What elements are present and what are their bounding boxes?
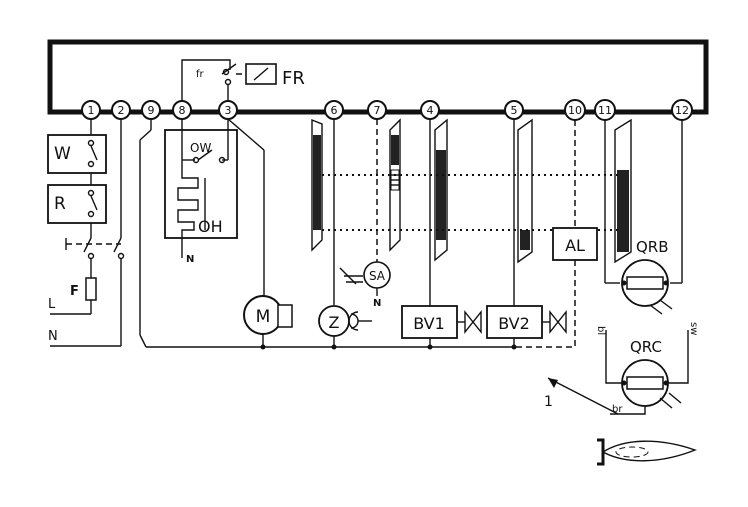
br-label: br <box>612 404 623 415</box>
svg-text:4: 4 <box>426 104 434 117</box>
motor-label: M <box>255 307 271 327</box>
oil-preheater <box>165 119 237 265</box>
svg-text:5: 5 <box>510 104 518 117</box>
terminal-3 <box>219 101 237 119</box>
terminal-12 <box>672 100 692 120</box>
svg-text:12: 12 <box>675 104 689 117</box>
n-left-label: N <box>48 329 58 344</box>
svg-text:2: 2 <box>117 104 125 117</box>
svg-text:7: 7 <box>373 104 381 117</box>
marker-1-label: 1 <box>544 394 553 410</box>
sa-servomotor <box>340 119 390 309</box>
qrc-detector <box>595 322 699 415</box>
thermostat-chain <box>48 119 124 346</box>
svg-text:6: 6 <box>330 104 338 117</box>
sa-label: SA <box>368 269 386 283</box>
qrb-detector <box>605 120 682 314</box>
n-heater-label: N <box>186 254 195 265</box>
svg-text:3: 3 <box>224 104 232 117</box>
f-label: F <box>70 284 79 299</box>
terminal-5 <box>505 101 523 119</box>
oh-label: OH <box>198 217 223 236</box>
l-label: L <box>48 297 56 312</box>
terminal-11 <box>595 100 615 120</box>
terminal-10 <box>565 100 585 120</box>
bv1-label: BV1 <box>413 314 445 333</box>
z-label: Z <box>328 313 340 332</box>
ow-label: OW <box>190 141 212 155</box>
w-label: W <box>54 144 71 164</box>
terminal-row <box>82 100 692 120</box>
qrc-label: QRC <box>630 338 662 356</box>
svg-text:1: 1 <box>87 104 95 117</box>
terminal-8 <box>173 101 191 119</box>
r-label: R <box>54 194 66 214</box>
fr-relay <box>182 60 305 101</box>
svg-text:9: 9 <box>147 104 155 117</box>
qrb-label: QRB <box>636 238 669 256</box>
terminal-6 <box>325 101 343 119</box>
terminal-2 <box>112 101 130 119</box>
sw-label: sw <box>688 322 699 336</box>
flame-icon <box>597 440 695 464</box>
bv2-label: BV2 <box>498 314 530 333</box>
sa-n-label: N <box>373 298 382 309</box>
svg-text:11: 11 <box>598 104 612 117</box>
al-label: AL <box>565 236 585 255</box>
fr-label: FR <box>282 68 305 89</box>
terminal-9 <box>142 101 160 119</box>
terminal-1 <box>82 101 100 119</box>
terminal-7 <box>368 101 386 119</box>
terminal-4 <box>421 101 439 119</box>
svg-text:10: 10 <box>568 104 582 117</box>
ignition-transformer <box>319 119 372 347</box>
alarm <box>553 120 597 347</box>
svg-text:8: 8 <box>178 104 186 117</box>
fr-contact-label: fr <box>196 69 204 80</box>
bl-label: bl <box>595 326 606 336</box>
